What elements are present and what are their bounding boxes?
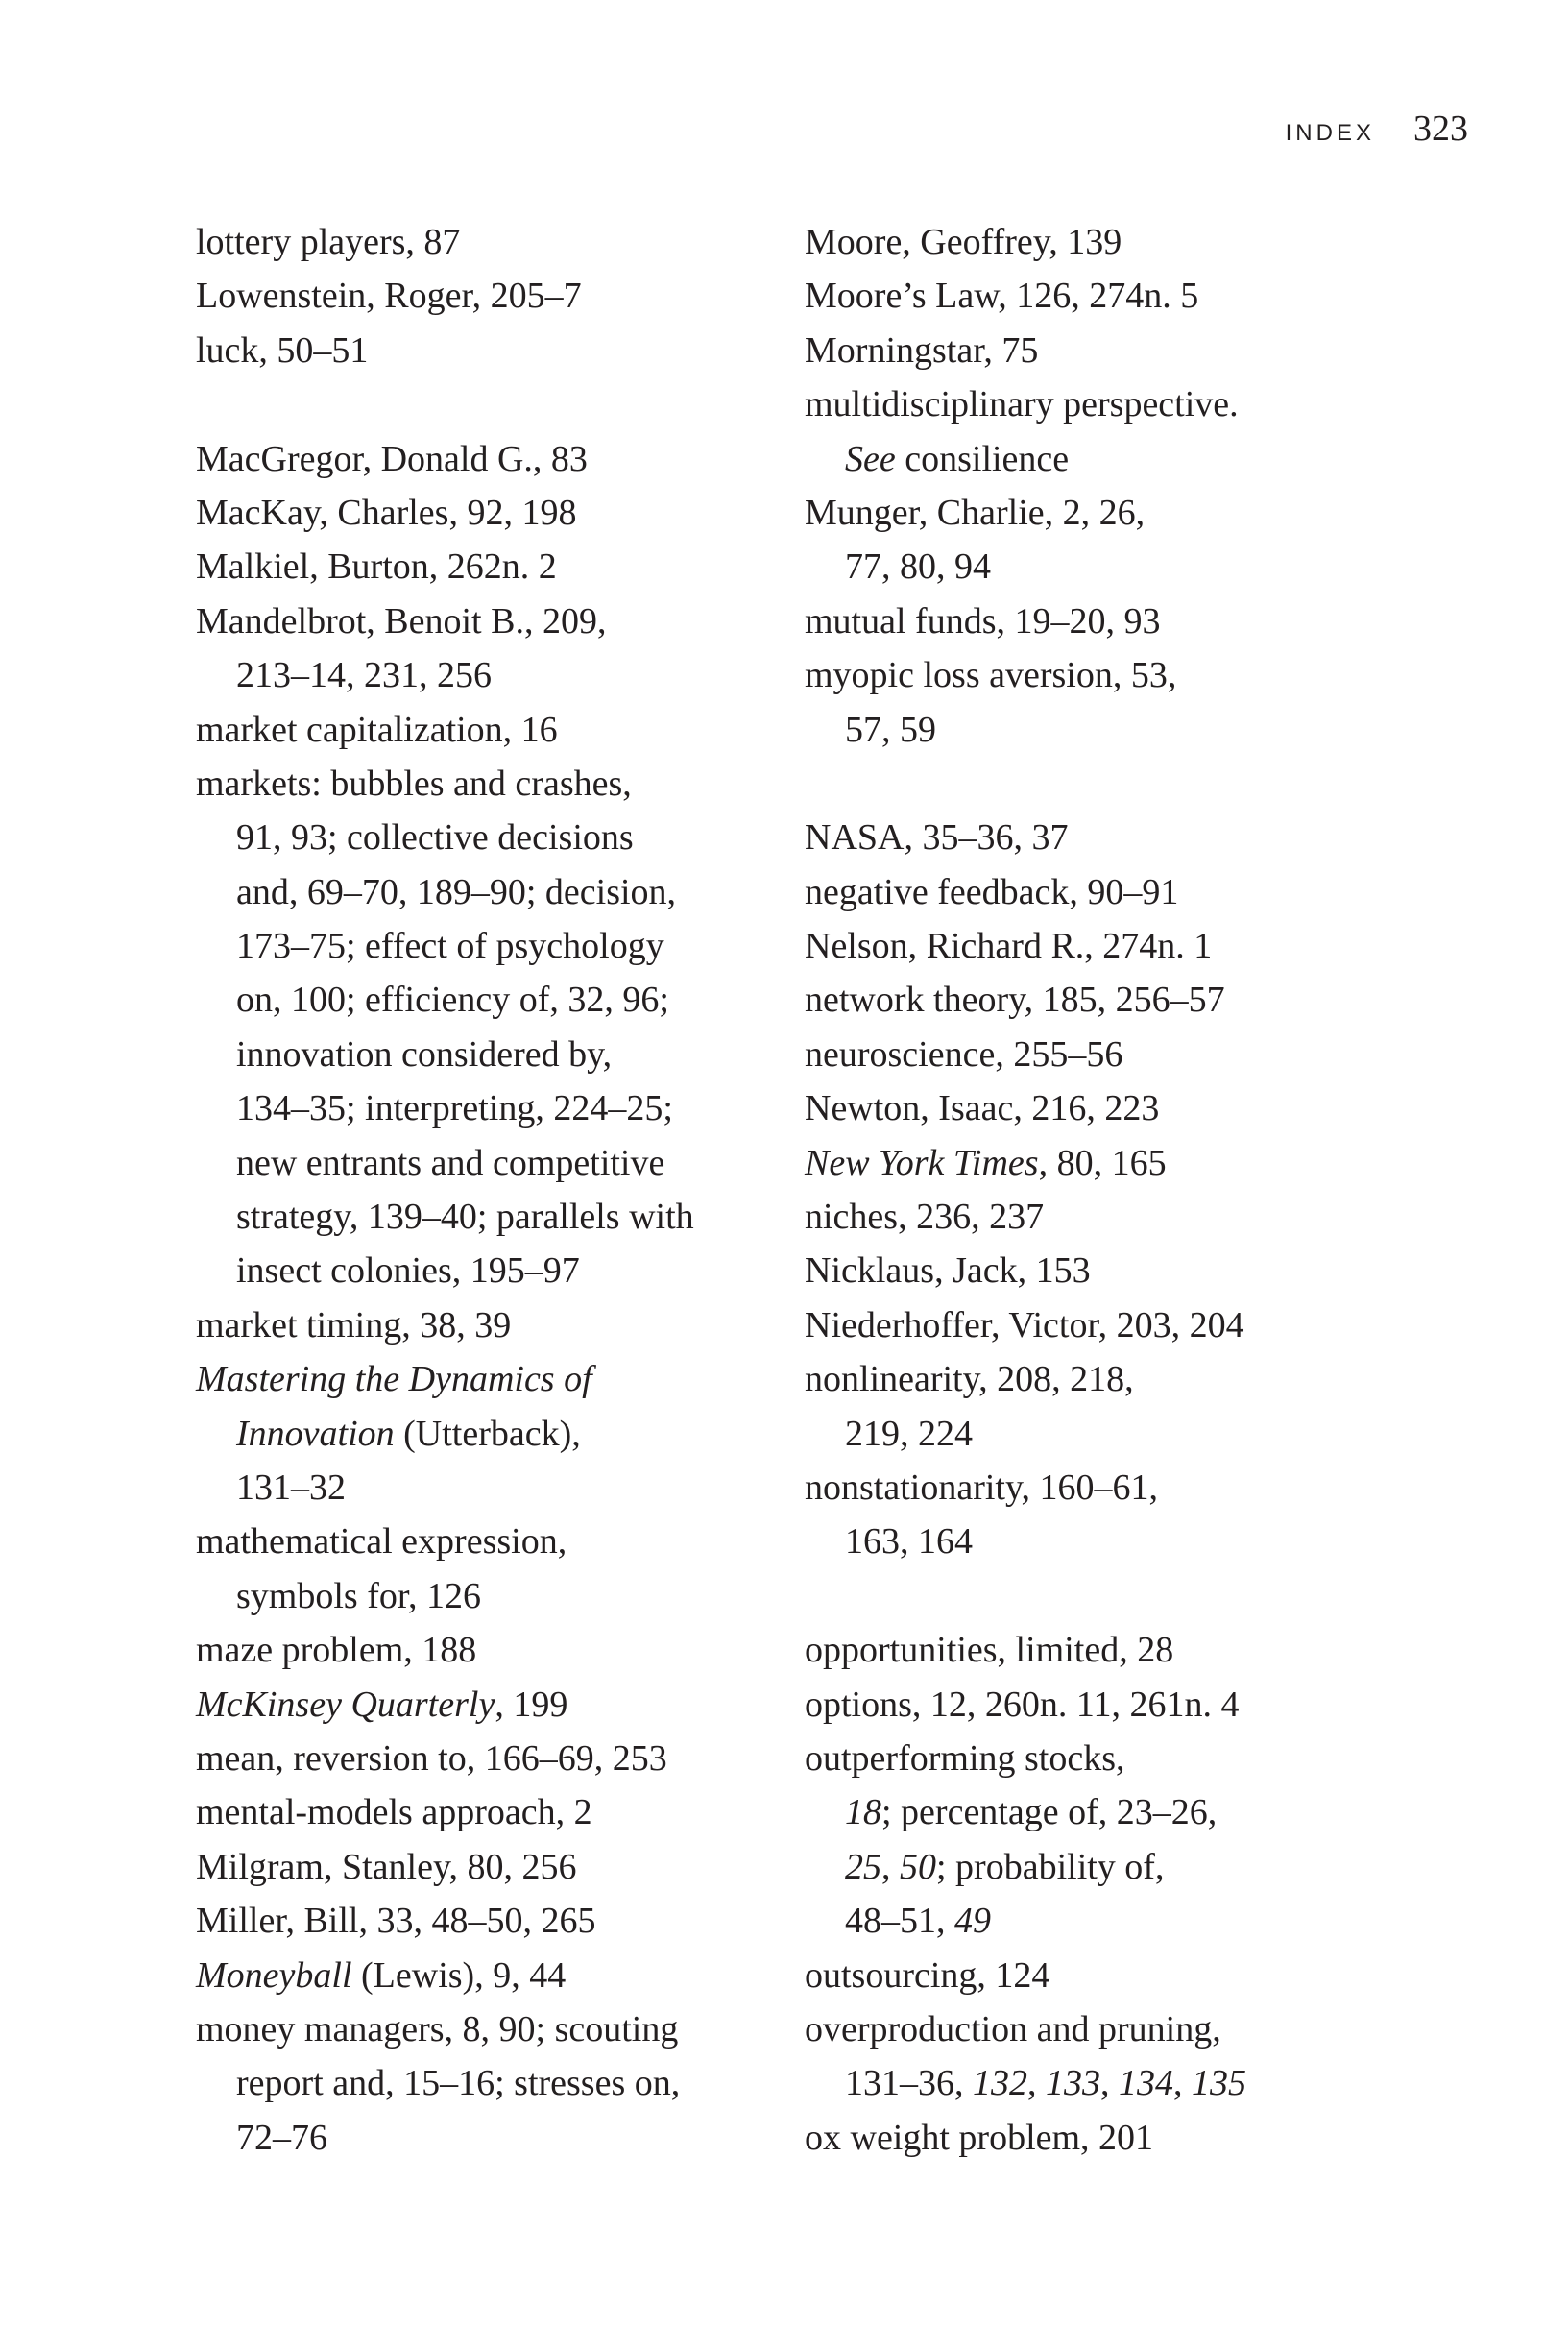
entry-text: market capitalization, 16 [196,709,558,750]
italic-text: 133 [1046,2063,1100,2104]
entry-text: money managers, 8, 90; scouting [196,2008,679,2049]
entry-text: ; percentage of, 23–26, [881,1792,1218,1833]
entry-text: outperforming stocks, [805,1737,1125,1779]
italic-text: Moneyball [196,1954,352,1996]
index-entry [196,1785,772,1839]
index-entry [805,1136,1381,1190]
index-column-right [805,215,1381,2165]
index-entry [805,919,1381,973]
entry-text: 213–14, 231, 256 [236,655,492,696]
index-entry-continuation [805,540,1381,594]
entry-text: 131–36, [845,2063,973,2104]
index-entry [805,811,1381,864]
page-number: 323 [1413,109,1468,149]
entry-text: myopic loss aversion, 53, [805,655,1177,696]
entry-text: markets: bubbles and crashes, [196,763,632,804]
entry-text: 163, 164 [845,1521,973,1563]
italic-text: 50 [900,1846,936,1887]
entry-text: strategy, 139–40; parallels with [236,1197,694,1238]
entry-text: lottery players, 87 [196,222,461,262]
entry-text: 219, 224 [845,1413,973,1454]
index-entry-continuation [805,1785,1381,1839]
index-entry-continuation [805,1407,1381,1461]
index-entry-continuation [196,1081,772,1135]
entry-text: mathematical expression, [196,1521,567,1563]
index-entry [196,540,772,594]
entry-text: Newton, Isaac, 216, 223 [805,1088,1160,1129]
index-entry [805,377,1381,431]
index-entry [805,486,1381,540]
entry-text: Miller, Bill, 33, 48–50, 265 [196,1901,596,1942]
italic-text: Mastering the Dynamics of [196,1359,592,1400]
index-entry [805,1732,1381,1785]
running-head [1286,108,1468,150]
entry-text: 77, 80, 94 [845,546,991,588]
entry-text: consilience [895,438,1070,479]
entry-text: 131–32 [236,1467,346,1508]
index-entry-continuation [805,1894,1381,1948]
index-entry [805,1244,1381,1297]
entry-text: on, 100; efficiency of, 32, 96; [236,980,669,1021]
index-entry [805,865,1381,919]
index-entry [196,269,772,323]
section-gap [805,757,1381,811]
index-entry [805,1461,1381,1515]
index-entry [196,757,772,811]
entry-text: mental-models approach, 2 [196,1792,592,1833]
index-entry-continuation [805,2056,1381,2110]
index-entry-continuation [805,703,1381,757]
index-entry-continuation [196,1244,772,1297]
entry-text: , [1100,2063,1119,2104]
italic-text: New York Times [805,1142,1039,1183]
entry-text: Munger, Charlie, 2, 26, [805,492,1146,533]
entry-text: Morningstar, 75 [805,329,1039,371]
index-entry [196,215,772,269]
index-entry [196,1515,772,1568]
index-entry-continuation [196,2056,772,2110]
entry-text: Moore, Geoffrey, 139 [805,222,1122,262]
entry-text: insect colonies, 195–97 [236,1250,580,1292]
entry-text: 72–76 [236,2117,327,2158]
entry-text: and, 69–70, 189–90; decision, [236,871,677,912]
index-entry [805,1678,1381,1732]
index-entry-continuation [196,1190,772,1244]
index-entry [196,1840,772,1894]
entry-text: NASA, 35–36, 37 [805,817,1069,859]
entry-text: options, 12, 260n. 11, 261n. 4 [805,1684,1240,1725]
entry-text: opportunities, limited, 28 [805,1630,1174,1671]
index-entry-continuation [196,1136,772,1190]
index-entry [805,269,1381,323]
index-entry-continuation [196,811,772,864]
entry-text: , [881,1846,900,1887]
entry-text: 57, 59 [845,709,936,750]
entry-text: innovation considered by, [236,1033,613,1075]
index-entry-continuation [805,1515,1381,1568]
index-entry-continuation [196,2111,772,2165]
entry-text: 134–35; interpreting, 224–25; [236,1088,673,1129]
entry-text: mean, reversion to, 166–69, 253 [196,1737,667,1779]
entry-text: 48–51, [845,1901,954,1942]
index-entry [196,324,772,377]
entry-text: , [1173,2063,1192,2104]
entry-text: Niederhoffer, Victor, 203, 204 [805,1304,1244,1346]
entry-text: neuroscience, 255–56 [805,1033,1123,1075]
entry-text: maze problem, 188 [196,1630,477,1671]
entry-text: ox weight problem, 201 [805,2117,1154,2158]
index-entry-continuation [196,1569,772,1623]
index-entry-continuation [196,648,772,702]
entry-text: ; probability of, [936,1846,1165,1887]
italic-text: 25 [845,1846,881,1887]
index-entry [805,2111,1381,2165]
italic-text: 18 [845,1792,881,1833]
index-entry-continuation [196,1028,772,1081]
entry-text: network theory, 185, 256–57 [805,980,1225,1021]
section-gap [805,1569,1381,1623]
index-entry-continuation [196,973,772,1027]
entry-text: (Lewis), 9, 44 [351,1954,567,1996]
italic-text: McKinsey Quarterly [196,1684,495,1725]
entry-text: new entrants and competitive [236,1142,665,1183]
index-entry [805,1081,1381,1135]
entry-text: multidisciplinary perspective. [805,384,1239,425]
entry-text: nonstationarity, 160–61, [805,1467,1158,1508]
entry-text: , [1027,2063,1046,2104]
entry-text: Nicklaus, Jack, 153 [805,1250,1091,1292]
index-entry [196,1623,772,1677]
entry-text: mutual funds, 19–20, 93 [805,600,1161,642]
entry-text: symbols for, 126 [236,1575,481,1616]
entry-text: Mandelbrot, Benoit B., 209, [196,600,607,642]
index-entry [805,1623,1381,1677]
index-entry [196,2002,772,2056]
entry-text: nonlinearity, 208, 218, [805,1359,1134,1400]
index-entry [196,1678,772,1732]
entry-text: MacGregor, Donald G., 83 [196,438,588,479]
entry-text: report and, 15–16; stresses on, [236,2063,681,2104]
index-entry [805,324,1381,377]
entry-text: niches, 236, 237 [805,1197,1045,1238]
italic-text: 49 [954,1901,991,1942]
index-entry [805,648,1381,702]
index-entry [196,1732,772,1785]
entry-text: 91, 93; collective decisions [236,817,634,859]
index-entry [805,1028,1381,1081]
entry-text: Nelson, Richard R., 274n. 1 [805,926,1213,967]
italic-text: Innovation [236,1413,395,1454]
index-entry [196,1949,772,2002]
entry-text: Moore’s Law, 126, 274n. 5 [805,276,1199,317]
index-entry [805,1949,1381,2002]
index-entry-continuation [805,432,1381,486]
entry-text: negative feedback, 90–91 [805,871,1179,912]
index-entry-continuation [196,1461,772,1515]
entry-text: Milgram, Stanley, 80, 256 [196,1846,577,1887]
italic-text: 132 [973,2063,1027,2104]
entry-text: Lowenstein, Roger, 205–7 [196,276,582,317]
entry-text: Malkiel, Burton, 262n. 2 [196,546,557,588]
index-column-left [196,215,772,2165]
index-entry [196,594,772,648]
index-entry [196,432,772,486]
index-entry [805,1298,1381,1352]
index-entry [196,1352,772,1406]
index-entry [805,1352,1381,1406]
entry-text: market timing, 38, 39 [196,1304,512,1346]
index-entry-continuation [196,1407,772,1461]
index-entry [196,1298,772,1352]
index-entry [805,973,1381,1027]
index-entry [805,2002,1381,2056]
index-entry-continuation [196,865,772,919]
entry-text: outsourcing, 124 [805,1954,1050,1996]
index-entry [805,215,1381,269]
entry-text: (Utterback), [394,1413,581,1454]
index-entry [805,594,1381,648]
entry-text: MacKay, Charles, 92, 198 [196,492,577,533]
index-entry [805,1190,1381,1244]
entry-text: 173–75; effect of psychology [236,926,664,967]
index-entry [196,1894,772,1948]
entry-text: luck, 50–51 [196,329,369,371]
index-entry [196,486,772,540]
index-entry-continuation [805,1840,1381,1894]
index-entry-continuation [196,919,772,973]
italic-text: 134 [1119,2063,1173,2104]
italic-text: See [845,438,896,479]
entry-text: overproduction and pruning, [805,2008,1221,2049]
entry-text: , 199 [495,1684,568,1725]
index-entry [196,703,772,757]
entry-text: , 80, 165 [1038,1142,1167,1183]
italic-text: 135 [1192,2063,1246,2104]
running-title: INDEX [1285,120,1375,146]
section-gap [196,377,772,431]
